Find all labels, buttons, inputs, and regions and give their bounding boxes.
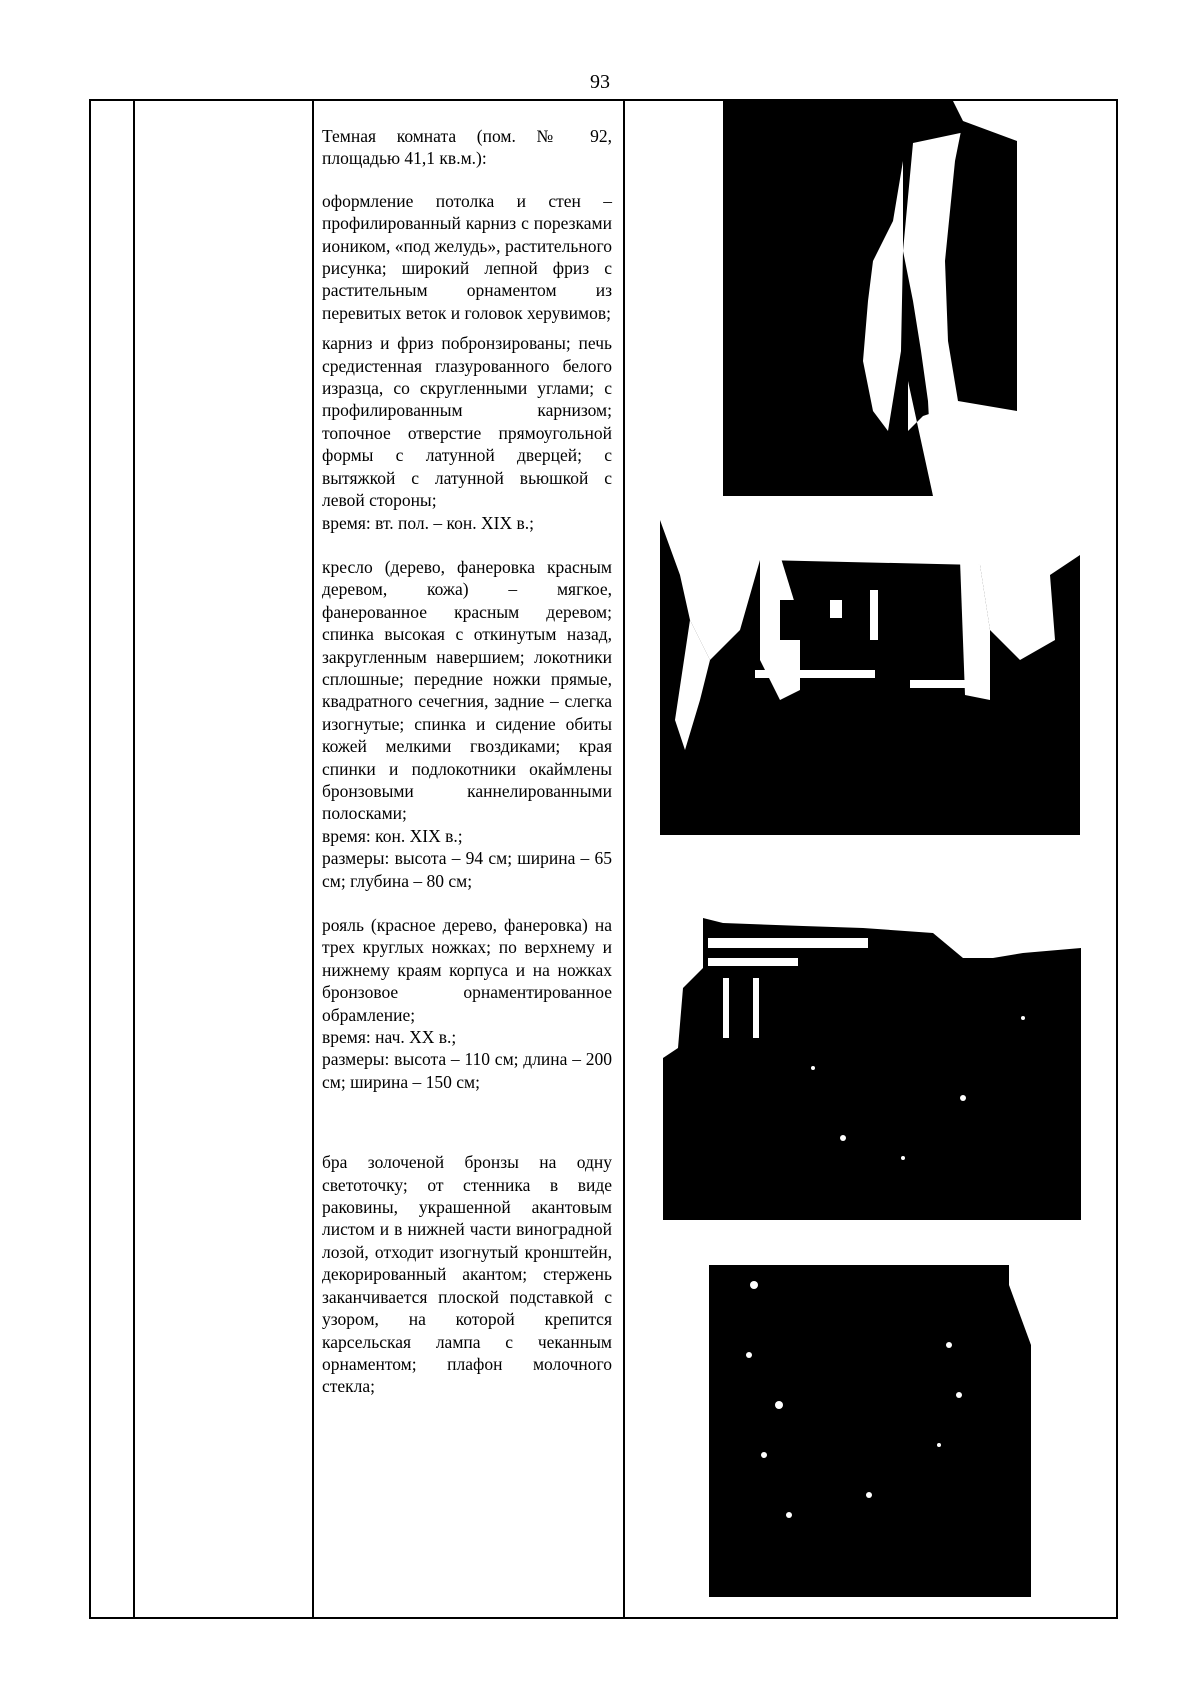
entry-piano: рояль (красное дерево, фанеровка) на трех круглых ножках; по верхнему и нижнему краям корпуса и на ножках бронзовое орнаментированное обрамление;: [322, 915, 612, 1025]
entry-piano-time: время: нач. XX в.;: [322, 1027, 457, 1048]
column-divider: [312, 99, 314, 1619]
column-divider: [133, 99, 135, 1619]
entry-ceiling-walls: оформление потолка и стен – профилированный карниз с порезками иоником, «под желудь», растительного рисунка; широкий лепной фриз с растительным орнаментом из перевитых веток и головок херувимов;: [322, 190, 612, 323]
entry-armchair-size: размеры: высота – 94 см; ширина – 65 см; глубина – 80 см;: [322, 848, 612, 891]
entry-armchair: кресло (дерево, фанеровка красным деревом, кожа) – мягкое, фанерованное красным деревом; спинка высокая с откинутым назад, закругленным навершием; локотники сплошные; передние ножки прямые, квадратного сечегния, задние – слегка изогнутые; спинка и сидение обиты кожей мелкими гвоздиками; края спинки и подлокотники окаймлены бронзовыми каннелированными полосками;: [322, 556, 612, 824]
column-divider: [623, 99, 625, 1619]
armchair-piano-photo: [663, 898, 1081, 1220]
description-column: [322, 125, 612, 1398]
entry-sconce: бра золоченой бронзы на одну светоточку; от стенника в виде раковины, украшенной акантовым листом и в нижней части виноградной лозой, отходит изогнутый кронштейн, декорированный акантом; стержень заканчивается плоской подставкой с узором, на которой крепится карсельская лампа с чеканным орнаментом; плафон молочного стекла;: [322, 1152, 612, 1397]
entry-stove-time: время: вт. пол. – кон. XIX в.;: [322, 512, 534, 533]
entry-armchair-time: время: кон. XIX в.;: [322, 825, 463, 846]
room-heading: Темная комната (пом. № 92, площадью 41,1 кв.м.):: [322, 126, 612, 169]
stove-photo: [660, 520, 1080, 835]
entry-piano-size: размеры: высота – 110 см; длина – 200 см; ширина – 150 см;: [322, 1049, 612, 1092]
ceiling-frieze-photo: [723, 101, 1017, 496]
sconce-photo: [709, 1265, 1031, 1597]
entry-stove: карниз и фриз побронзированы; печь средистенная глазурованного белого изразца, со скругленными углами; с профилированным карнизом; топочное отверстие прямоугольной формы с латунной дверцей; с вытяжкой с латунной вьюшкой с левой стороны;: [322, 333, 612, 511]
page-number: 93: [590, 71, 610, 93]
